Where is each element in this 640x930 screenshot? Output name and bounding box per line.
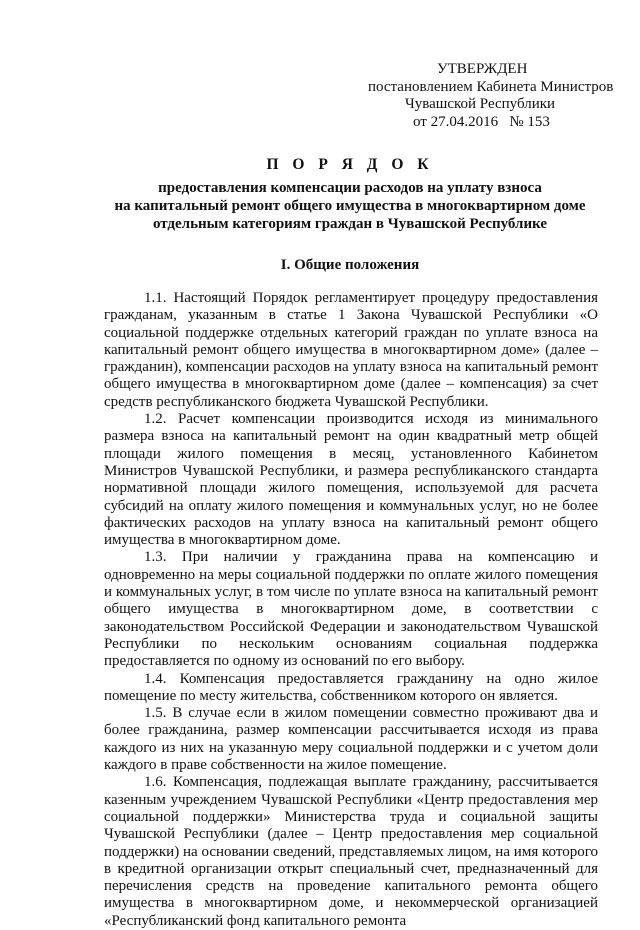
document-title-block: [60, 156, 640, 233]
approval-date-number: от 27.04.2016 № 153: [413, 113, 550, 130]
approval-line-2: Чувашской Республики: [405, 96, 556, 112]
paragraph: 1.6. Компенсация, подлежащая выплате гражданину, рассчитывается казенным учреждением Чувашской Республики «Центр предоставления мер социальной поддержки» Министерства труда и социальной защиты Чувашской Республики (далее – Центр предоставления мер социальной поддержки) на основании сведений, представляемых лицом, на имя которого в кредитной организации открыт специальный счет, предназначенный для перечисления средств на проведение капитального ремонта общего имущества в многоквартирном доме, и некоммерческой организацией «Республиканский фонд капитального ремонта: [104, 774, 598, 929]
paragraph: 1.5. В случае если в жилом помещении совместно проживают два и более гражданина, размер компенсации рассчитывается исходя из права каждого из них на указанную меру социальной поддержки и с учетом доли каждого в праве собственности на жилое помещение.: [104, 705, 598, 774]
document-subtitle-line: на капитальный ремонт общего имущества в многоквартирном доме: [114, 198, 586, 214]
section-heading: I. Общие положения: [280, 257, 420, 273]
section-body: [104, 290, 598, 930]
approval-stamp: [355, 61, 615, 131]
paragraph: 1.2. Расчет компенсации производится исходя из минимального размера взноса на капитальный ремонт на один квадратный метр общей площади жилого помещения в месяц, установленного Кабинетом Министров Чувашской Республики, и размера республиканского стандарта нормативной площади жилого помещения, используемой для расчета субсидий на оплату жилого помещения и коммунальных услуг, но не более фактических расходов на уплату взноса на капитальный ремонт общего имущества в многоквартирном доме.: [104, 411, 598, 549]
approval-line-1: постановлением Кабинета Министров: [368, 78, 614, 95]
paragraph: 1.4. Компенсация предоставляется гражданину на одно жилое помещение по месту жительства, собственником которого он является.: [104, 670, 598, 704]
paragraph: 1.1. Настоящий Порядок регламентирует процедуру предоставления гражданам, указанным в статье 1 Закона Чувашской Республики «О социальной поддержке отдельных категорий граждан по уплате взноса на капитальный ремонт общего имущества в многоквартирном доме» (далее – гражданин), компенсации расходов на уплату взноса на капитальный ремонт общего имущества в многоквартирном доме (далее – компенсация) за счет средств республиканского бюджета Чувашской Республики.: [104, 290, 598, 410]
document-subtitle-line: предоставления компенсации расходов на уплату взноса: [158, 180, 542, 196]
document-title: П О Р Я Д О К: [266, 156, 434, 173]
paragraph: 1.3. При наличии у гражданина права на компенсацию и одновременно на меры социальной поддержки по оплате жилого помещения и коммунальных услуг, в том числе по уплате взноса на капитальный ремонт общего имущества в многоквартирном доме, в соответствии с законодательством Российской Федерации и законодательством Чувашской Республики по нескольким основаниям социальная поддержка предоставляется по одному из оснований по его выбору.: [104, 549, 598, 670]
document-subtitle-line: отдельным категориям граждан в Чувашской Республике: [152, 216, 548, 232]
document-subtitle: [60, 179, 640, 233]
approval-heading: УТВЕРЖДЕН: [437, 61, 528, 77]
